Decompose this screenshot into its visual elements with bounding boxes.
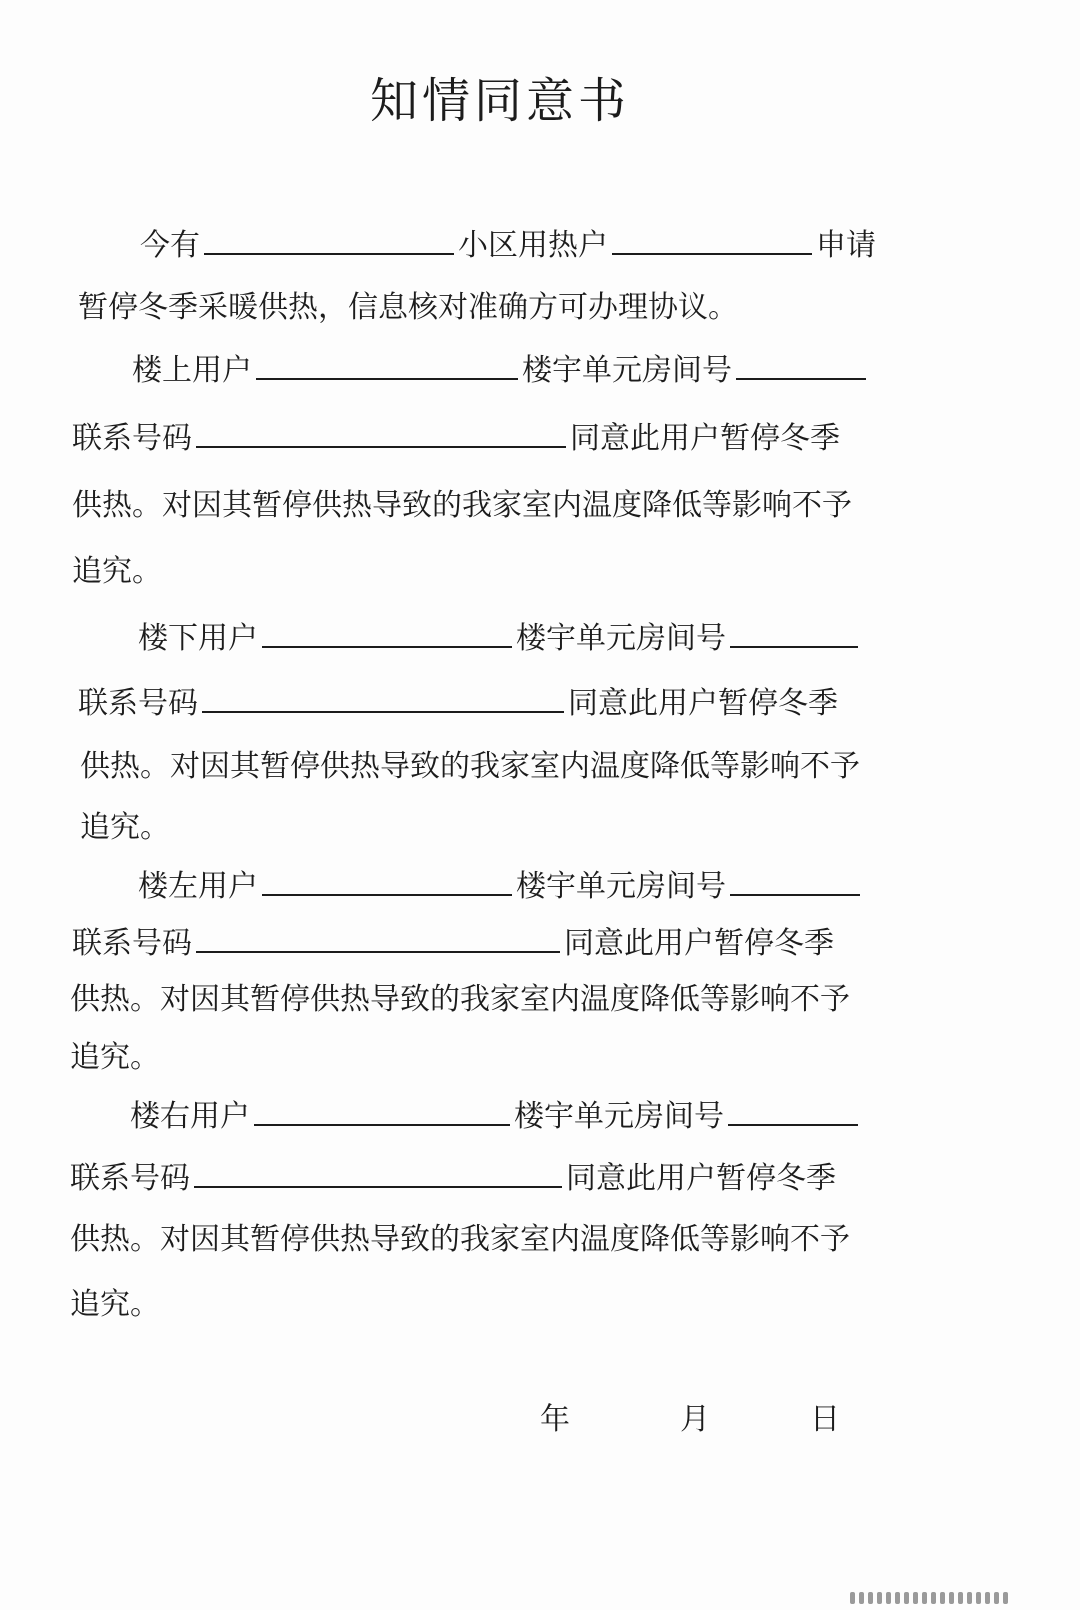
room-number-blank	[736, 350, 866, 380]
date-day: 日	[810, 1402, 840, 1437]
room-number-blank	[730, 866, 860, 896]
scroll-dot-icon	[940, 1592, 945, 1604]
section-consent-a: 同意此用户暂停冬季	[570, 421, 840, 456]
section-user-label: 楼左用户	[138, 869, 258, 904]
section-left-phone-line	[72, 923, 834, 964]
scroll-dot-icon	[967, 1592, 972, 1604]
section-user-label: 楼右用户	[130, 1099, 250, 1134]
section-downstairs-user-line	[138, 618, 862, 659]
section-downstairs-consent-b: 供热。对因其暂停供热导致的我家室内温度降低等影响不予	[80, 749, 860, 784]
section-left-consent-c: 追究。	[70, 1040, 160, 1075]
section-right-user-line	[130, 1096, 862, 1137]
section-phone-label: 联系号码	[72, 421, 192, 456]
section-consent-a: 同意此用户暂停冬季	[564, 926, 834, 961]
phone-number-blank	[194, 1158, 562, 1188]
room-number-blank	[728, 1096, 858, 1126]
intro-text-c: 申请	[816, 228, 876, 263]
section-upstairs-phone-line	[72, 418, 840, 459]
user-name-blank	[262, 866, 512, 896]
phone-number-blank	[196, 923, 560, 953]
section-left-consent-b: 供热。对因其暂停供热导致的我家室内温度降低等影响不予	[70, 982, 850, 1017]
section-phone-label: 联系号码	[72, 926, 192, 961]
date-year: 年	[540, 1402, 570, 1437]
scroll-dot-icon	[985, 1592, 990, 1604]
section-right-consent-b: 供热。对因其暂停供热导致的我家室内温度降低等影响不予	[70, 1222, 850, 1257]
page-scroll-indicator[interactable]	[850, 1589, 1030, 1601]
scroll-dot-icon	[994, 1592, 999, 1604]
scroll-dot-icon	[913, 1592, 918, 1604]
section-consent-a: 同意此用户暂停冬季	[568, 686, 838, 721]
section-downstairs-consent-c: 追究。	[80, 810, 170, 845]
scroll-dot-icon	[868, 1592, 873, 1604]
section-downstairs-phone-line	[78, 683, 838, 724]
intro-line-1	[140, 225, 876, 266]
section-right-phone-line	[70, 1158, 836, 1199]
scroll-dot-icon	[931, 1592, 936, 1604]
section-room-label: 楼宇单元房间号	[514, 1099, 724, 1134]
section-right-consent-c: 追究。	[70, 1287, 160, 1322]
section-room-label: 楼宇单元房间号	[516, 869, 726, 904]
applicant-name-blank	[612, 225, 812, 255]
section-left-user-line	[138, 866, 864, 907]
section-user-label: 楼上用户	[132, 353, 252, 388]
phone-number-blank	[202, 683, 564, 713]
intro-text-a: 今有	[140, 228, 200, 263]
section-phone-label: 联系号码	[78, 686, 198, 721]
room-number-blank	[730, 618, 858, 648]
scroll-dot-icon	[904, 1592, 909, 1604]
scroll-dot-icon	[958, 1592, 963, 1604]
document-title: 知情同意书	[369, 73, 630, 129]
section-upstairs-consent-c: 追究。	[72, 554, 162, 589]
community-name-blank	[204, 225, 454, 255]
scroll-dot-icon	[949, 1592, 954, 1604]
scroll-dot-icon	[976, 1592, 981, 1604]
scroll-dot-icon	[1003, 1592, 1008, 1604]
section-phone-label: 联系号码	[70, 1161, 190, 1196]
section-user-label: 楼下用户	[138, 621, 258, 656]
section-upstairs-consent-b: 供热。对因其暂停供热导致的我家室内温度降低等影响不予	[72, 488, 852, 523]
scroll-dot-icon	[850, 1592, 855, 1604]
user-name-blank	[262, 618, 512, 648]
scroll-dot-icon	[895, 1592, 900, 1604]
intro-text-b: 小区用热户	[458, 228, 608, 263]
date-month: 月	[680, 1402, 710, 1437]
user-name-blank	[256, 350, 518, 380]
scroll-dot-icon	[886, 1592, 891, 1604]
scroll-dot-icon	[859, 1592, 864, 1604]
section-upstairs-user-line	[132, 350, 870, 391]
scroll-dot-icon	[877, 1592, 882, 1604]
section-room-label: 楼宇单元房间号	[522, 353, 732, 388]
user-name-blank	[254, 1096, 510, 1126]
section-room-label: 楼宇单元房间号	[516, 621, 726, 656]
phone-number-blank	[196, 418, 566, 448]
intro-line-2: 暂停冬季采暖供热，信息核对准确方可办理协议。	[78, 290, 738, 325]
section-consent-a: 同意此用户暂停冬季	[566, 1161, 836, 1196]
scroll-dot-icon	[922, 1592, 927, 1604]
